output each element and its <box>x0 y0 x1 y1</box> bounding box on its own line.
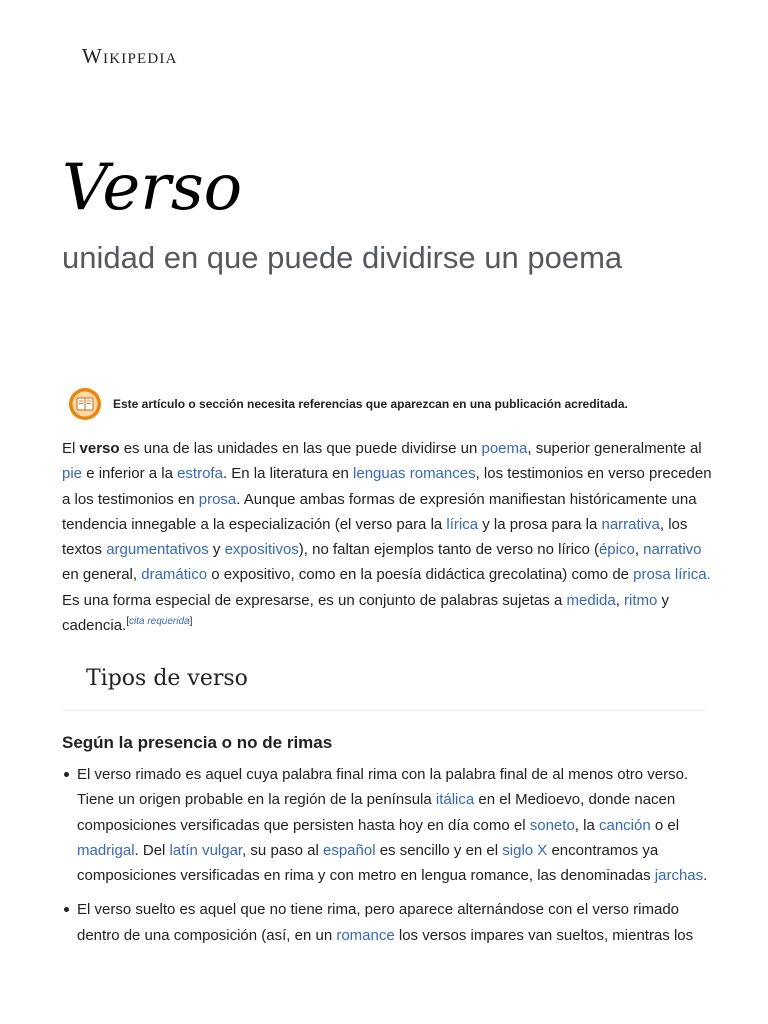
link-poema[interactable]: poema <box>481 440 528 457</box>
link-narrativo[interactable]: narrativo <box>643 541 702 559</box>
link-lenguas-romances[interactable]: lenguas romances <box>353 465 476 483</box>
subsection-heading-rimas: Según la presencia o no de rimas <box>62 733 333 752</box>
bold-term: verso <box>79 440 120 457</box>
bullet-icon <box>64 907 69 912</box>
section-heading-tipos[interactable]: Tipos de verso <box>86 666 248 691</box>
bullet-icon <box>64 772 69 777</box>
citation-needed-link[interactable]: cita requerida <box>129 616 190 628</box>
link-prosa-lirica[interactable]: prosa lírica. <box>633 566 711 584</box>
link-cancion[interactable]: canción <box>598 816 651 834</box>
list-item: El verso rimado es aquel cuya palabra final rima con la palabra final de al menos otro verso. Tiene un origen probable en la región de la península itálica en el Medioevo, donde nacen composiciones versificadas que persisten hasta hoy en día como el soneto, la canción o el madrigal. Del latín vulgar, su paso al español es sencillo y en el siglo X encontramos ya composiciones versificadas en rima y con metro en lengua romance, las denominadas jarchas. <box>62 762 712 888</box>
link-siglo-x[interactable]: siglo X <box>502 841 548 859</box>
verse-types-list <box>62 762 712 957</box>
link-romance[interactable]: romance <box>336 926 395 944</box>
link-espanol[interactable]: español <box>322 841 376 859</box>
page-title: Verso <box>62 151 243 225</box>
link-latin-vulgar[interactable]: latín vulgar <box>169 841 243 859</box>
page-description: unidad en que puede dividirse un poema <box>62 240 623 275</box>
link-lirica[interactable]: lírica <box>446 515 479 533</box>
link-soneto[interactable]: soneto <box>529 816 575 834</box>
notice-text: Este artículo o sección necesita referencias que aparezcan en una publicación acreditada. <box>113 397 628 411</box>
link-prosa[interactable]: prosa <box>198 490 237 508</box>
link-dramatico[interactable]: dramático <box>141 566 208 584</box>
link-medida[interactable]: medida <box>566 591 616 609</box>
citation-needed: [cita requerida] <box>126 616 193 628</box>
link-expositivos[interactable]: expositivos <box>224 541 299 559</box>
link-estrofa[interactable]: estrofa <box>177 465 223 483</box>
link-madrigal[interactable]: madrigal <box>77 841 135 859</box>
intro-paragraph: El verso es una de las unidades en las que puede dividirse un poema, superior generalmente al pie e inferior a la estrofa. En la literatura en lenguas romances, los testimonios en verso preceden a los testimonios en prosa. Aunque ambas formas de expresión manifiestan históricamente una tendencia innegable a la especialización (el verso para la lírica y la prosa para la narrativa, los textos argumentativos y expositivos), no faltan ejemplos tanto de verso no lírico (épico, narrativo en general, dramático o expositivo, como en la poesía didáctica grecolatina) como de prosa lírica. Es una forma especial de expresarse, es un conjunto de palabras sujetas a medida, ritmo y cadencia.[cita requerida] <box>62 440 712 635</box>
link-pie[interactable]: pie <box>62 465 83 483</box>
article-intro <box>62 436 712 638</box>
link-ritmo[interactable]: ritmo <box>624 591 658 609</box>
wikipedia-wordmark[interactable]: Wikipedia <box>82 44 178 68</box>
references-needed-icon <box>68 387 102 421</box>
link-argumentativos[interactable]: argumentativos <box>106 541 209 559</box>
section-divider <box>62 710 706 711</box>
list-item: El verso suelto es aquel que no tiene rima, pero aparece alternándose con el verso rimado dentro de una composición (así, en un romance los versos impares van sueltos, mientras los <box>62 897 712 948</box>
link-italica[interactable]: itálica <box>435 791 475 809</box>
link-epico[interactable]: épico <box>598 541 635 559</box>
link-narrativa[interactable]: narrativa <box>601 515 660 533</box>
link-jarchas[interactable]: jarchas <box>654 867 704 885</box>
references-notice <box>68 386 708 422</box>
